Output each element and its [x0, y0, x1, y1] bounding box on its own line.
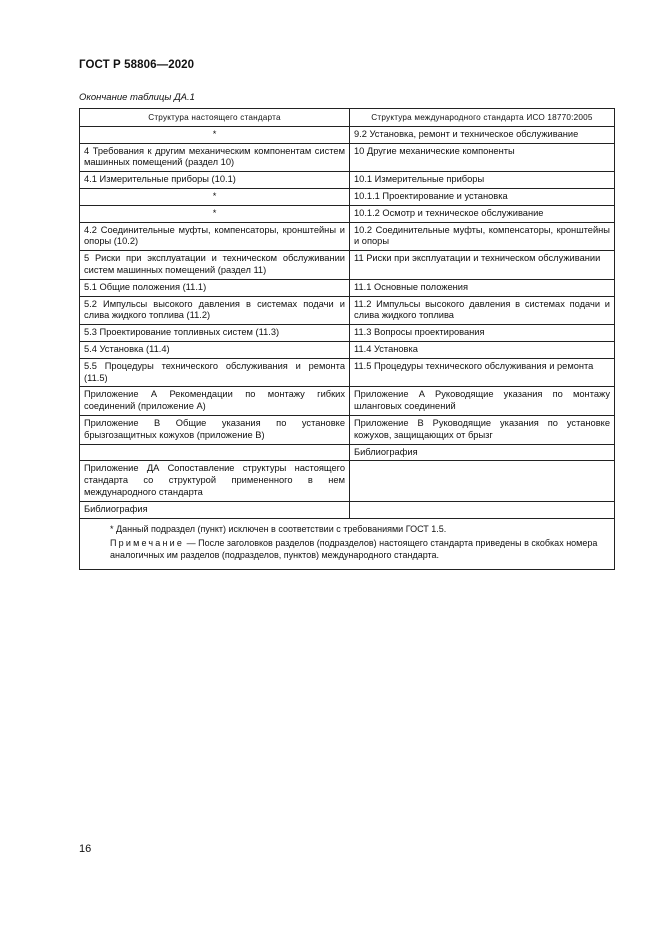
cell-national-structure: 5.3 Проектирование топливных систем (11.3): [80, 325, 350, 342]
table-row: [80, 188, 615, 205]
cell-international-structure: [350, 501, 615, 518]
cell-national-structure: *: [80, 126, 350, 143]
cell-national-structure: [80, 444, 350, 461]
table-row: [80, 222, 615, 251]
cell-national-structure: 5.4 Установка (11.4): [80, 341, 350, 358]
cell-international-structure: Приложение А Руководящие указания по монтажу шланговых соединений: [350, 387, 615, 416]
table-row: [80, 279, 615, 296]
table-row: [80, 172, 615, 189]
cell-national-structure: Библиография: [80, 501, 350, 518]
cell-international-structure: Приложение В Руководящие указания по установке кожухов, защищающих от брызг: [350, 415, 615, 444]
table-row: [80, 358, 615, 387]
table-row: [80, 415, 615, 444]
cell-international-structure: 9.2 Установка, ремонт и техническое обслуживание: [350, 126, 615, 143]
cell-international-structure: 11.4 Установка: [350, 341, 615, 358]
cell-national-structure: Приложение В Общие указания по установке брызгозащитных кожухов (приложение В): [80, 415, 350, 444]
document-title: ГОСТ Р 58806—2020: [79, 59, 195, 71]
cell-national-structure: 4.2 Соединительные муфты, компенсаторы, кронштейны и опоры (10.2): [80, 222, 350, 251]
cell-national-structure: 5.2 Импульсы высокого давления в системах подачи и слива жидкого топлива (11.2): [80, 296, 350, 325]
table-row: [80, 387, 615, 416]
table-row: [80, 143, 615, 172]
cell-national-structure: 5.5 Процедуры технического обслуживания и ремонта (11.5): [80, 358, 350, 387]
table-notes: [80, 518, 615, 569]
table-row: [80, 461, 615, 501]
cell-international-structure: 11 Риски при эксплуатации и техническом обслуживании: [350, 251, 615, 280]
note-label: Примечание: [110, 537, 185, 548]
table-row: [80, 325, 615, 342]
table-row: [80, 501, 615, 518]
cell-international-structure: 10.1 Измерительные приборы: [350, 172, 615, 189]
column-header: Структура настоящего стандарта: [80, 109, 350, 127]
table-row: [80, 251, 615, 280]
cell-international-structure: Библиография: [350, 444, 615, 461]
note: [90, 537, 604, 561]
footnote: * Данный подраздел (пункт) исключен в соответствии с требованиями ГОСТ 1.5.: [110, 523, 447, 534]
cell-national-structure: *: [80, 188, 350, 205]
cell-national-structure: 4 Требования к другим механическим компонентам систем машинных помещений (раздел 10): [80, 143, 350, 172]
cell-national-structure: *: [80, 205, 350, 222]
cell-international-structure: 10.1.2 Осмотр и техническое обслуживание: [350, 205, 615, 222]
cell-national-structure: 4.1 Измерительные приборы (10.1): [80, 172, 350, 189]
table-row: [80, 126, 615, 143]
cell-international-structure: 10 Другие механические компоненты: [350, 143, 615, 172]
cell-international-structure: 11.1 Основные положения: [350, 279, 615, 296]
cell-national-structure: Приложение А Рекомендации по монтажу гибких соединений (приложение А): [80, 387, 350, 416]
table-row: [80, 341, 615, 358]
page-number: 16: [79, 843, 92, 855]
table-caption: Окончание таблицы ДА.1: [79, 92, 195, 103]
cell-national-structure: 5.1 Общие положения (11.1): [80, 279, 350, 296]
table-header-row: [80, 109, 615, 127]
table-row: [80, 444, 615, 461]
comparison-table: [79, 108, 615, 570]
cell-international-structure: 10.1.1 Проектирование и установка: [350, 188, 615, 205]
cell-international-structure: 10.2 Соединительные муфты, компенсаторы, кронштейны и опоры: [350, 222, 615, 251]
table-row: [80, 296, 615, 325]
cell-international-structure: [350, 461, 615, 501]
cell-national-structure: Приложение ДА Сопоставление структуры настоящего стандарта со структурой примененного в нем международного стандарта: [80, 461, 350, 501]
note-text: — После заголовков разделов (подразделов) настоящего стандарта приведены в скобках номера аналогичных им разделов (подразделов, пунктов) международного стандарта.: [110, 537, 598, 560]
column-header: Структура международного стандарта ИСО 18770:2005: [350, 109, 615, 127]
table-notes-row: [80, 518, 615, 569]
cell-international-structure: 11.2 Импульсы высокого давления в системах подачи и слива жидкого топлива: [350, 296, 615, 325]
table-row: [80, 205, 615, 222]
cell-international-structure: 11.3 Вопросы проектирования: [350, 325, 615, 342]
cell-international-structure: 11.5 Процедуры технического обслуживания и ремонта: [350, 358, 615, 387]
cell-national-structure: 5 Риски при эксплуатации и техническом обслуживании систем машинных помещений (раздел 11): [80, 251, 350, 280]
table-body: [80, 126, 615, 518]
